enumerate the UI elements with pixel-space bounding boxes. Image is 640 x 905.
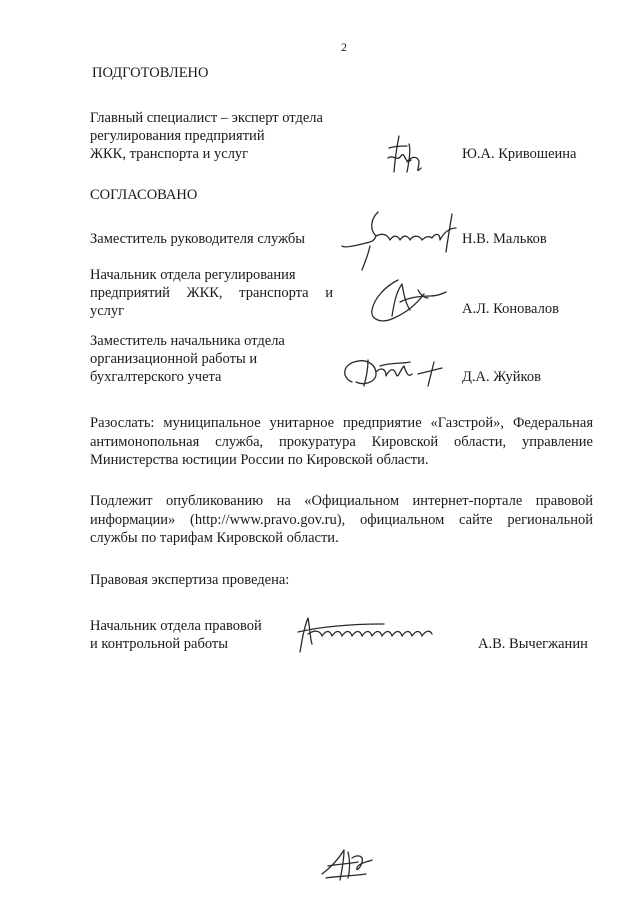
regulation-head-position-line-1: Начальник отдела регулирования [90, 267, 296, 283]
page-number: 2 [341, 40, 347, 54]
publication-paragraph: Подлежит опубликованию на «Официальном интернет-портале правовой информации» (http://www.pravo.gov.ru), официальном сайте региональной службы по тарифам Кировской области. [90, 493, 593, 546]
regulation-head-position-line-2: предприятий ЖКК, транспорта и [90, 285, 333, 301]
signature-zhuikov [338, 352, 448, 392]
legal-head-position-line-1: Начальник отдела правовой [90, 618, 262, 634]
org-deputy-name: Д.А. Жуйков [462, 369, 541, 385]
prepared-heading: ПОДГОТОВЛЕНО [92, 65, 209, 81]
legal-review-statement: Правовая экспертиза проведена: [90, 572, 290, 588]
prepared-position-line-2: регулирования предприятий [90, 128, 265, 144]
signature-krivosheina [385, 132, 435, 180]
regulation-head-name: А.Л. Коновалов [462, 301, 559, 317]
regulation-head-position-line-3: услуг [90, 303, 125, 319]
deputy-head-position: Заместитель руководителя службы [90, 231, 306, 247]
org-deputy-position-line-1: Заместитель начальника отдела [90, 333, 285, 349]
prepared-position-line-1: Главный специалист – эксперт отдела [90, 110, 323, 126]
signature-vychegzhanin [294, 610, 444, 656]
signature-konovalov [368, 272, 448, 328]
distribution-paragraph: Разослать: муниципальное унитарное предприятие «Газстрой», Федеральная антимонопольная служба, прокуратура Кировской области, управление Министерства юстиции России по Кировской области. [90, 415, 593, 468]
signature-malkov [340, 206, 460, 276]
agreed-heading: СОГЛАСОВАНО [90, 187, 198, 203]
deputy-head-name: Н.В. Мальков [462, 231, 547, 247]
legal-head-position-line-2: и контрольной работы [90, 636, 228, 652]
bottom-initials-mark [318, 840, 378, 884]
org-deputy-position-line-3: бухгалтерского учета [90, 369, 222, 385]
org-deputy-position-line-2: организационной работы и [90, 351, 258, 367]
legal-head-name: А.В. Вычегжанин [478, 636, 588, 652]
prepared-name: Ю.А. Кривошеина [462, 146, 577, 162]
prepared-position-line-3: ЖКК, транспорта и услуг [90, 146, 249, 162]
